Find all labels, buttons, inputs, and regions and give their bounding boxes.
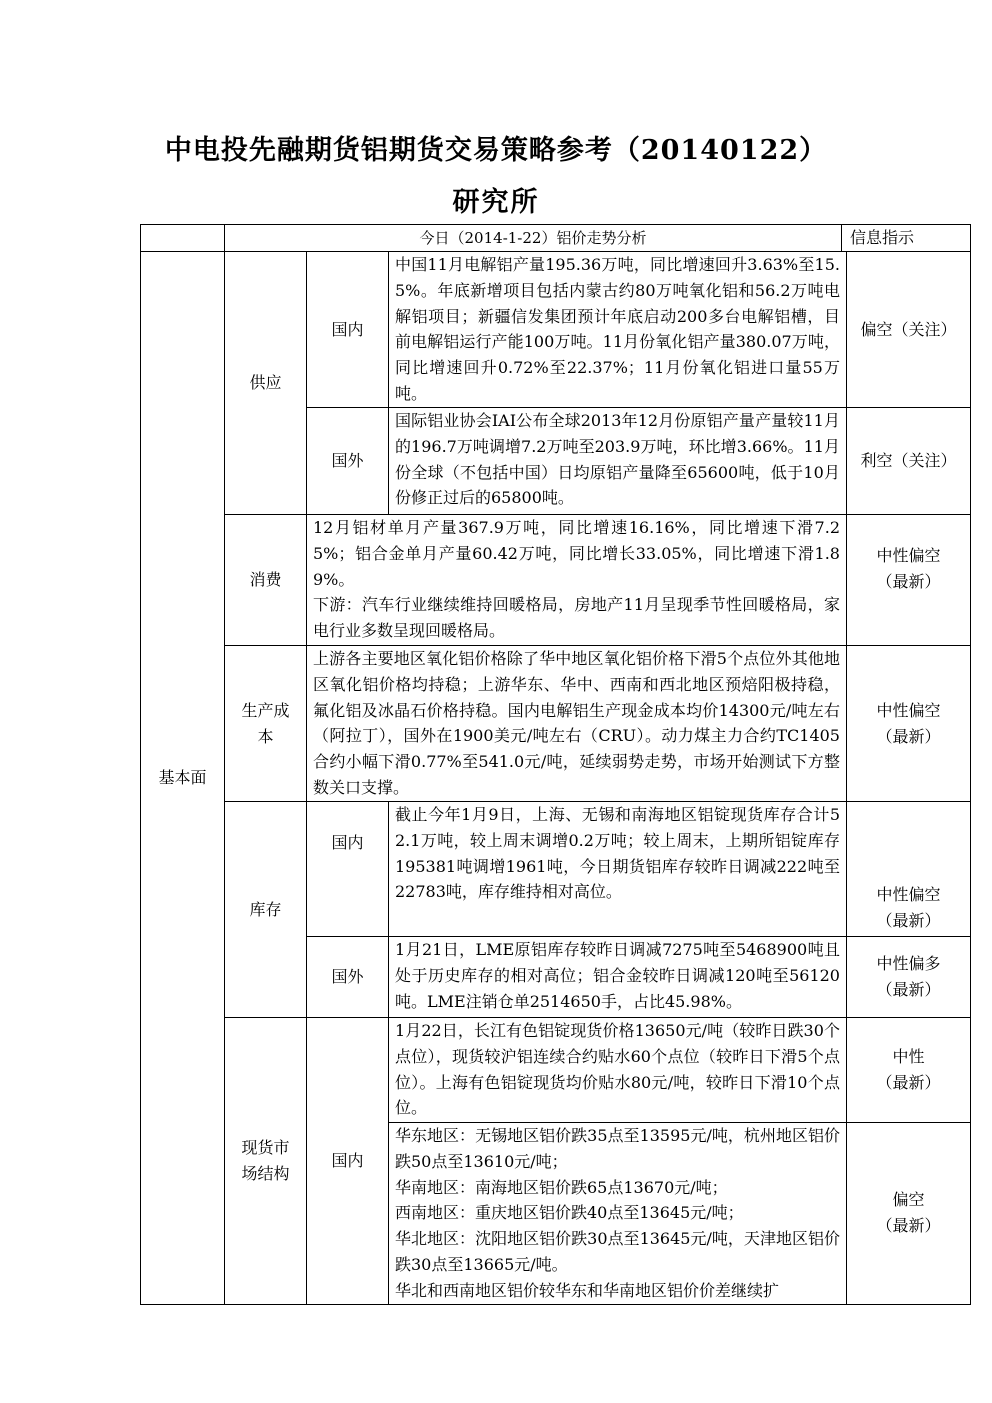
- page-subtitle: 研究所: [452, 187, 540, 218]
- header-analysis: 今日（2014-1-22）铝价走势分析: [225, 225, 842, 251]
- table-row: [141, 646, 971, 802]
- spot-line-spread: 华北和西南地区铝价较华东和华南地区铝价价差继续扩: [395, 1280, 780, 1300]
- spot-signal-2-note: （最新）: [876, 1216, 941, 1236]
- spot-signal-2: 偏空: [892, 1190, 925, 1210]
- inventory-domestic-signal-note: （最新）: [876, 911, 941, 930]
- inventory-foreign-signal: 中性偏多: [876, 954, 941, 973]
- spot-line-north: 华北地区：沈阳地区铝价跌30点至13645元/吨，天津地区铝价跌30点至13665元/吨。: [395, 1229, 840, 1274]
- inventory-domestic-text: 截止今年1月9日，上海、无锡和南海地区铝锭现货库存合计52.1万吨，较上周末调增0.2万吨；较上周末，上期所铝锭库存195381吨调增1961吨，今日期货铝库存较昨日调减222吨至22783吨，库存维持相对高位。: [389, 802, 847, 937]
- page-title: 中电投先融期货铝期货交易策略参考（20140122）: [164, 135, 828, 166]
- table-row: [141, 1018, 971, 1123]
- spot-line-east: 华东地区：无锡地区铝价跌35点至13595元/吨，杭州地区铝价跌50点至13610元/吨；: [395, 1126, 840, 1171]
- consumption-text-downstream: 下游：汽车行业继续维持回暖格局，房地产11月呈现季节性回暖格局，家电行业多数呈现回暖格局。: [313, 595, 840, 641]
- header-signal: 信息指示: [850, 228, 915, 247]
- spot-line-south: 华南地区：南海地区铝价跌65点13670元/吨；: [395, 1177, 728, 1197]
- spot-line-southwest: 西南地区：重庆地区铝价跌40点至13645元/吨；: [395, 1203, 744, 1223]
- consumption-label: 消费: [225, 515, 307, 646]
- cost-signal: 中性偏空: [876, 700, 941, 720]
- spot-region: 国内: [307, 1018, 389, 1305]
- supply-foreign-signal: 利空（关注）: [847, 408, 971, 515]
- spot-text-prices: 1月22日，长江有色铝锭现货价格13650元/吨（较昨日跌30个点位），现货较沪铝连续合约贴水60个点位（较昨日下滑5个点位）。上海有色铝锭现货均价贴水80元/吨，较昨日下滑10个点位。: [389, 1018, 847, 1123]
- group-label: 基本面: [141, 252, 225, 1305]
- inventory-label: 库存: [225, 802, 307, 1018]
- cost-text: 上游各主要地区氧化铝价格除了华中地区氧化铝价格下滑5个点位外其他地区氧化铝价格均持稳；上游华东、华中、西南和西北地区预焙阳极持稳，氟化铝及冰晶石价格持稳。国内电解铝生产现金成本均价14300元/吨左右（阿拉丁），国外在1900美元/吨左右（CRU）。动力煤主力合约TC1405合约小幅下滑0.77%至541.0元/吨，延续弱势走势，市场开始测试下方整数关口支撑。: [307, 646, 847, 802]
- inventory-foreign-text: 1月21日，LME原铝库存较昨日调减7275吨至5468900吨且处于历史库存的相对高位；铝合金较昨日调减120吨至56120吨。LME注销仓单2514650手，占比45.98%。: [389, 937, 847, 1018]
- inventory-foreign-signal-note: （最新）: [876, 980, 941, 999]
- inventory-domestic-signal: 中性偏空: [876, 885, 941, 904]
- supply-domestic-region: 国内: [307, 252, 389, 408]
- cost-label: 生产成本: [225, 646, 307, 802]
- supply-label: 供应: [225, 252, 307, 515]
- header-empty-cell: [141, 225, 225, 252]
- supply-foreign-text: 国际铝业协会IAI公布全球2013年12月份原铝产量产量较11月的196.7万吨调增7.2万吨至203.9万吨，环比增3.66%。11月份全球（不包括中国）日均原铝产量降至65600吨，低于10月份修正过后的65800吨。: [389, 408, 847, 515]
- spot-signal-1: 中性: [892, 1047, 925, 1066]
- table-row: [141, 252, 971, 408]
- spot-label: 现货市场结构: [225, 1018, 307, 1305]
- table-row: [141, 802, 971, 937]
- inventory-domestic-region: 国内: [307, 802, 389, 937]
- consumption-signal: 中性偏空: [876, 546, 941, 565]
- table-row: [141, 515, 971, 646]
- table-header-row: [141, 225, 971, 252]
- consumption-text-output: 12月铝材单月产量367.9万吨，同比增速16.16%，同比增速下滑7.25%；铝合金单月产量60.42万吨，同比增长33.05%，同比增速下滑1.89%。: [313, 518, 840, 589]
- consumption-signal-note: （最新）: [876, 572, 941, 591]
- supply-domestic-signal: 偏空（关注）: [847, 252, 971, 408]
- inventory-foreign-region: 国外: [307, 937, 389, 1018]
- spot-signal-1-note: （最新）: [876, 1073, 941, 1092]
- supply-domestic-text: 中国11月电解铝产量195.36万吨，同比增速回升3.63%至15.5%。年底新增项目包括内蒙古约80万吨氧化铝和56.2万吨电解铝项目；新疆信发集团预计年底启动200多台电解铝槽，目前电解铝运行产能100万吨。11月份氧化铝产量380.07万吨，同比增速回升0.72%至22.37%；11月份氧化铝进口量55万吨。: [389, 252, 847, 408]
- supply-foreign-region: 国外: [307, 408, 389, 515]
- cost-signal-note: （最新）: [876, 726, 941, 746]
- strategy-table: [140, 224, 971, 1305]
